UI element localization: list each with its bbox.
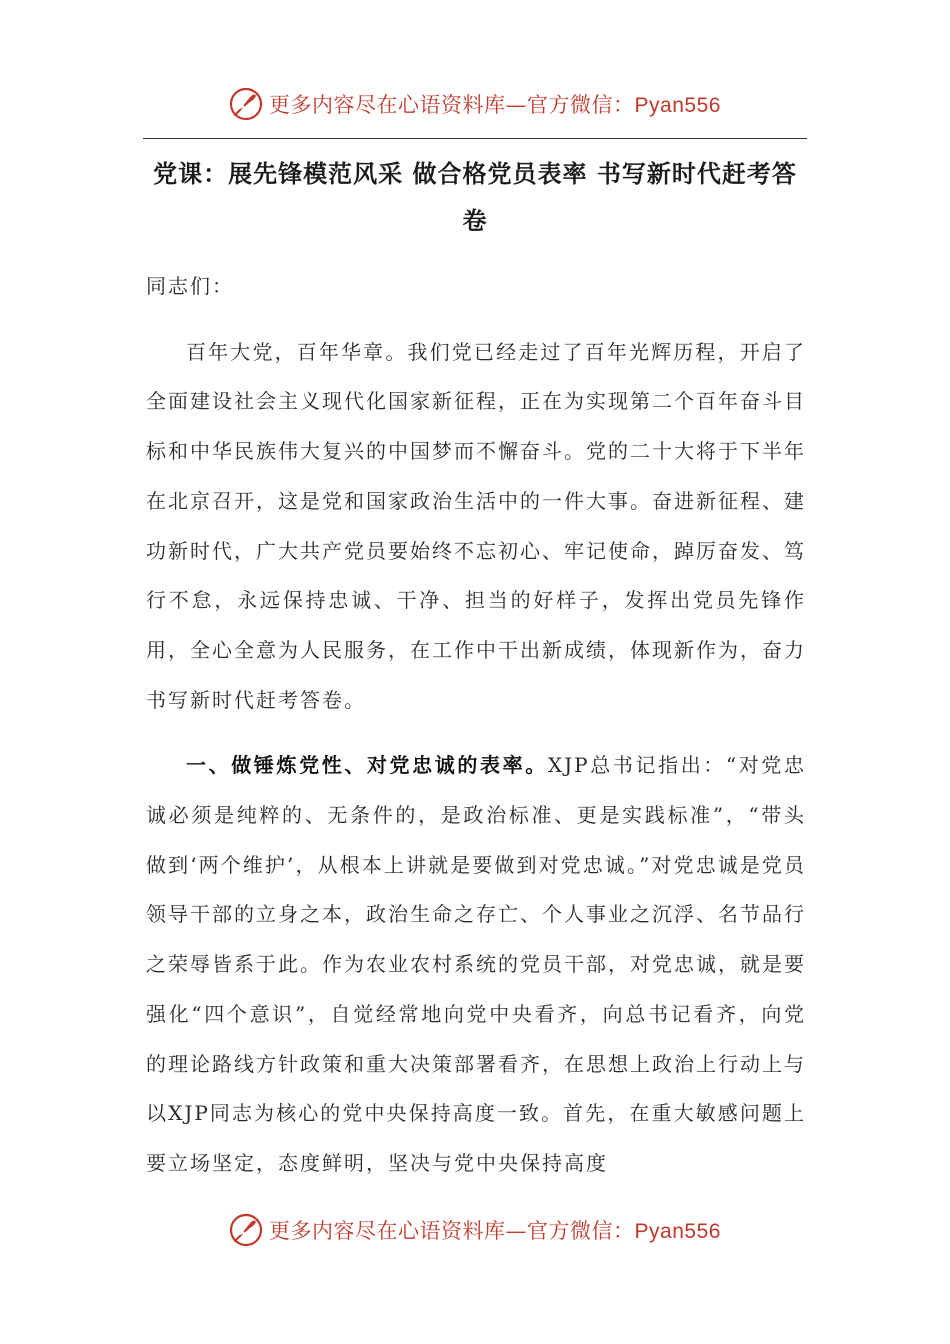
banner-text: 更多内容尽在心语资料库—官方微信： — [269, 1219, 635, 1243]
quill-seal-icon — [229, 1213, 263, 1247]
document-body — [146, 262, 806, 1189]
footer-banner — [0, 1208, 950, 1252]
wechat-id: Pyan556 — [634, 1220, 721, 1243]
banner-text: 更多内容尽在心语资料库—官方微信： — [269, 93, 635, 117]
paragraph — [146, 328, 806, 726]
paragraph-text: 百年大党，百年华章。我们党已经走过了百年光辉历程，开启了全面建设社会主义现代化国家新征程，正在为实现第二个百年奋斗目标和中华民族伟大复兴的中国梦而不懈奋斗。党的二十大将于下半年在北京召开，这是党和国家政治生活中的一件大事。奋进新征程、建功新时代，广大共产党员要始终不忘初心、牢记使命，踔厉奋发、笃行不怠，永远保持忠诚、干净、担当的好样子，发挥出党员先锋作用，全心全意为人民服务，在工作中干出新成绩，体现新作为，奋力书写新时代赶考答卷。 — [146, 339, 806, 712]
quill-seal-icon — [229, 87, 263, 121]
header-divider — [143, 138, 807, 139]
document-title: 党课：展先锋模范风采 做合格党员表率 书写新时代赶考答卷 — [153, 159, 797, 235]
paragraph-text: XJP总书记指出：“对党忠诚必须是纯粹的、无条件的，是政治标准、更是实践标准”，“带头做到‘两个维护’，从根本上讲就是要做到对党忠诚。”对党忠诚是党员领导干部的立身之本，政治生命之存亡、个人事业之沉浮、名节品行之荣辱皆系于此。作为农业农村系统的党员干部，对党忠诚，就是要强化“四个意识”，自觉经常地向党中央看齐，向总书记看齐，向党的理论路线方针政策和重大决策部署看齐，在思想上政治上行动上与以XJP同志为核心的党中央保持高度一致。首先，在重大敏感问题上要立场坚定，态度鲜明，坚决与党中央保持高度 — [146, 753, 807, 1175]
section-heading: 一、做锤炼党性、对党忠诚的表率。 — [186, 753, 548, 778]
salutation: 同志们： — [146, 274, 234, 298]
header-banner — [0, 82, 950, 126]
wechat-id: Pyan556 — [634, 94, 721, 117]
paragraph — [146, 741, 806, 1188]
